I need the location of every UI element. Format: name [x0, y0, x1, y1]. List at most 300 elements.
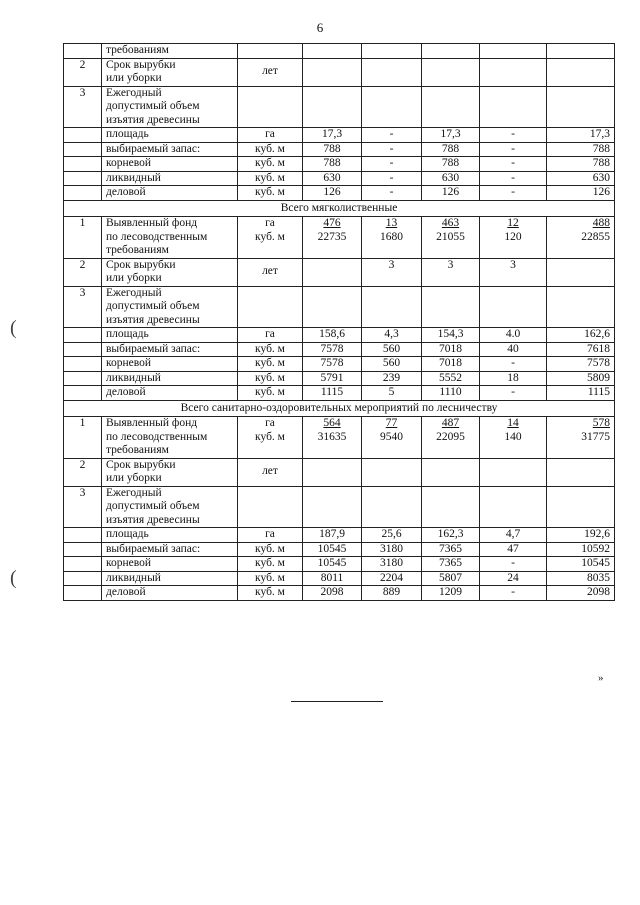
value-cell: [303, 586, 362, 601]
value-cell: [303, 58, 362, 86]
value-cell: [303, 186, 362, 201]
table-row: [64, 571, 615, 586]
value-cell: [547, 286, 615, 328]
value-cell: [547, 258, 615, 286]
cell-line: 8011: [320, 571, 344, 584]
cell-line: га: [265, 128, 275, 140]
cell-line: 4,3: [384, 328, 399, 340]
cell-line: -: [389, 128, 394, 140]
cell-line: площадь: [106, 128, 149, 140]
value-cell: [303, 157, 362, 172]
value-cell: [422, 528, 480, 543]
cell-line: 3180: [380, 542, 403, 555]
value-cell: [303, 86, 362, 128]
row-unit: [238, 186, 303, 201]
value-cell: [480, 371, 547, 386]
cell-line: 564: [323, 417, 341, 429]
row-unit: [238, 486, 303, 528]
value-cell: [362, 386, 422, 401]
row-label: [102, 342, 238, 357]
value-cell: [480, 557, 547, 572]
cell-line: -: [511, 557, 515, 569]
row-label: [102, 58, 238, 86]
cell-line: 7578: [320, 357, 344, 369]
value-cell: [362, 171, 422, 186]
cell-line: площадь: [106, 328, 149, 340]
cell-line: ликвидный: [106, 571, 161, 584]
table-row: [64, 542, 615, 557]
row-unit: [238, 586, 303, 601]
cell-line: 14: [507, 417, 519, 429]
cell-line: 31635: [317, 430, 347, 443]
cell-line: 2098: [320, 586, 344, 598]
row-unit: [238, 258, 303, 286]
cell-line: 17,3: [440, 128, 461, 140]
row-number: 2: [64, 258, 102, 286]
row-label: [102, 557, 238, 572]
table-row: [64, 486, 615, 528]
cell-line: 630: [441, 171, 460, 184]
row-unit: [238, 458, 303, 486]
value-cell: [362, 417, 422, 459]
value-cell: [480, 128, 547, 143]
value-cell: [303, 571, 362, 586]
value-cell: [303, 417, 362, 459]
cell-line: 126: [323, 186, 341, 198]
cell-line: 7018: [439, 342, 462, 355]
value-cell: [362, 357, 422, 372]
cell-line: 17,3: [321, 128, 343, 140]
cell-line: или уборки: [106, 72, 162, 84]
cell-line: 487: [441, 417, 460, 429]
row-number: [64, 44, 102, 59]
value-cell: [303, 458, 362, 486]
cell-line: -: [389, 186, 394, 198]
cell-line: 7578: [587, 357, 610, 369]
cell-line: 120: [504, 230, 522, 243]
cell-line: 1680: [380, 230, 403, 243]
row-label: [102, 86, 238, 128]
row-label: [102, 157, 238, 172]
value-cell: [547, 557, 615, 572]
value-cell: [422, 58, 480, 86]
row-label: [102, 528, 238, 543]
cell-line: 560: [382, 342, 401, 355]
cell-line: требованиям: [106, 444, 169, 456]
row-unit: [238, 571, 303, 586]
cell-line: 7365: [439, 542, 462, 555]
cell-line: 25,6: [381, 528, 402, 540]
cell-line: куб. м: [255, 171, 285, 184]
cell-line: 788: [323, 142, 341, 155]
table-row: [64, 128, 615, 143]
value-cell: [547, 528, 615, 543]
row-label: [102, 571, 238, 586]
cell-line: 10545: [317, 557, 347, 569]
cell-line: изъятия древесины: [106, 113, 200, 126]
value-cell: [362, 328, 422, 343]
row-unit: [238, 386, 303, 401]
cell-line: -: [511, 157, 515, 169]
cell-line: 788: [592, 142, 610, 155]
value-cell: [480, 142, 547, 157]
cell-line: -: [389, 171, 394, 184]
cell-line: га: [265, 417, 275, 429]
section-title: Всего мягколиственные: [64, 200, 615, 217]
cell-line: 192,6: [584, 528, 610, 540]
table-row: [64, 86, 615, 128]
cell-line: 2204: [380, 571, 403, 584]
row-label: [102, 357, 238, 372]
value-cell: [422, 217, 480, 259]
row-label: [102, 217, 238, 259]
value-cell: [362, 217, 422, 259]
row-unit: [238, 342, 303, 357]
value-cell: [480, 342, 547, 357]
row-label: [102, 186, 238, 201]
cell-line: Выявленный фонд: [106, 217, 198, 229]
value-cell: [362, 258, 422, 286]
value-cell: [362, 586, 422, 601]
value-cell: [303, 386, 362, 401]
cell-line: 47: [507, 542, 519, 555]
value-cell: [362, 557, 422, 572]
cell-line: 18: [507, 371, 519, 384]
empty-cell: [547, 44, 615, 59]
value-cell: [547, 142, 615, 157]
cell-line: 2098: [587, 586, 610, 598]
row-number: [64, 571, 102, 586]
row-label: [102, 542, 238, 557]
value-cell: [422, 458, 480, 486]
cell-line: Выявленный фонд: [106, 417, 198, 429]
empty-cell: [422, 44, 480, 59]
value-cell: [480, 386, 547, 401]
cell-line: Ежегодный: [106, 486, 162, 499]
cell-line: 3180: [380, 557, 403, 569]
value-cell: [422, 417, 480, 459]
value-cell: [422, 328, 480, 343]
value-cell: [480, 58, 547, 86]
cell-line: Ежегодный: [106, 286, 162, 299]
cell-line: -: [511, 386, 515, 398]
value-cell: [480, 528, 547, 543]
value-cell: [480, 458, 547, 486]
value-cell: [547, 542, 615, 557]
row-unit: [238, 371, 303, 386]
cell-line: 5807: [439, 571, 462, 584]
cell-line: допустимый объем: [106, 500, 200, 512]
value-cell: [480, 571, 547, 586]
cell-line: 788: [592, 157, 610, 169]
row-label: [102, 258, 238, 286]
value-cell: [362, 286, 422, 328]
cell-line: 8035: [587, 571, 610, 584]
cell-line: 788: [441, 142, 460, 155]
cell-line: 578: [592, 417, 610, 429]
cell-line: 488: [592, 217, 610, 229]
cell-line: куб. м: [255, 157, 285, 169]
row-number: 2: [64, 58, 102, 86]
value-cell: [362, 157, 422, 172]
empty-cell: [238, 44, 303, 59]
value-cell: [422, 386, 480, 401]
value-cell: [480, 357, 547, 372]
row-unit: [238, 58, 303, 86]
value-cell: [362, 142, 422, 157]
row-unit: [238, 128, 303, 143]
cell-line: 7578: [320, 342, 344, 355]
cell-line: деловой: [106, 386, 146, 398]
row-number: [64, 542, 102, 557]
cell-line: -: [511, 128, 515, 140]
cell-line: куб. м: [255, 430, 285, 443]
table-row: [64, 357, 615, 372]
value-cell: [422, 342, 480, 357]
cell-line: 5: [388, 386, 395, 398]
cell-line: Ежегодный: [106, 86, 162, 99]
row-number: [64, 386, 102, 401]
cell-line: 4,7: [505, 528, 521, 540]
cell-line: 3: [388, 258, 395, 271]
table-row: [64, 371, 615, 386]
value-cell: [422, 571, 480, 586]
cell-line: 889: [382, 586, 401, 598]
section-title: Всего санитарно-оздоровительных мероприятий по лесничеству: [64, 400, 615, 417]
table-row: [64, 258, 615, 286]
value-cell: [362, 186, 422, 201]
row-number: [64, 557, 102, 572]
cell-line: 1115: [320, 386, 344, 398]
cell-line: по лесоводственным: [106, 430, 208, 443]
cell-line: лет: [262, 65, 278, 78]
cell-line: 788: [441, 157, 460, 169]
value-cell: [362, 571, 422, 586]
value-cell: [422, 258, 480, 286]
cell-line: куб. м: [255, 357, 285, 369]
row-unit: [238, 528, 303, 543]
value-cell: [547, 342, 615, 357]
value-cell: [422, 586, 480, 601]
value-cell: [480, 86, 547, 128]
value-cell: [303, 486, 362, 528]
value-cell: [303, 258, 362, 286]
value-cell: [547, 186, 615, 201]
row-label: [102, 286, 238, 328]
row-label: [102, 458, 238, 486]
value-cell: [303, 217, 362, 259]
cell-line: 5552: [439, 371, 462, 384]
value-cell: [422, 371, 480, 386]
value-cell: [422, 86, 480, 128]
value-cell: [422, 186, 480, 201]
cell-line: 22855: [581, 230, 610, 243]
cell-line: 3: [510, 258, 516, 271]
cell-line: куб. м: [255, 542, 285, 555]
value-cell: [547, 58, 615, 86]
empty-cell: [362, 44, 422, 59]
value-cell: [362, 371, 422, 386]
table-row: [64, 328, 615, 343]
cell-line: -: [389, 142, 394, 155]
cell-line: 476: [323, 217, 341, 229]
cell-line: Срок вырубки: [106, 458, 176, 471]
cell-line: куб. м: [255, 371, 285, 384]
row-unit: [238, 86, 303, 128]
value-cell: [547, 458, 615, 486]
cell-line: 1110: [439, 386, 462, 398]
row-number: 2: [64, 458, 102, 486]
cell-line: 9540: [380, 430, 403, 443]
value-cell: [480, 258, 547, 286]
cell-line: корневой: [106, 557, 152, 569]
value-cell: [362, 486, 422, 528]
value-cell: [422, 142, 480, 157]
value-cell: [547, 157, 615, 172]
cell-line: допустимый объем: [106, 100, 200, 112]
cell-line: требованиям: [106, 244, 169, 256]
cell-line: 12: [507, 217, 519, 229]
row-number: 3: [64, 86, 102, 128]
value-cell: [303, 528, 362, 543]
cell-line: -: [511, 142, 515, 155]
cell-line: 187,9: [319, 528, 345, 540]
cell-line: корневой: [106, 157, 152, 169]
cell-line: 31775: [581, 430, 610, 443]
row-label: [102, 486, 238, 528]
table-row: [64, 386, 615, 401]
cell-line: деловой: [106, 586, 146, 598]
cell-line: 3: [447, 258, 454, 271]
table-row: [64, 44, 615, 59]
value-cell: [422, 557, 480, 572]
value-cell: [547, 128, 615, 143]
cell-line: деловой: [106, 186, 146, 198]
value-cell: [362, 528, 422, 543]
table-row: [64, 186, 615, 201]
row-number: [64, 528, 102, 543]
forest-fund-table: [63, 43, 615, 601]
cell-line: куб. м: [255, 386, 285, 398]
signature-line: [291, 701, 383, 702]
row-number: 1: [64, 217, 102, 259]
cell-line: 158,6: [319, 328, 345, 340]
value-cell: [303, 142, 362, 157]
row-number: [64, 357, 102, 372]
row-number: [64, 328, 102, 343]
cell-line: куб. м: [255, 230, 285, 243]
cell-line: -: [389, 157, 394, 169]
row-label: требованиям: [102, 44, 238, 59]
value-cell: [480, 157, 547, 172]
cell-line: куб. м: [255, 342, 285, 355]
value-cell: [362, 542, 422, 557]
cell-line: Срок вырубки: [106, 58, 176, 71]
table-row: [64, 217, 615, 259]
cell-line: ликвидный: [106, 171, 161, 184]
value-cell: [362, 58, 422, 86]
row-label: [102, 328, 238, 343]
cell-line: выбираемый запас:: [106, 142, 201, 155]
value-cell: [480, 417, 547, 459]
cell-line: 4.0: [505, 328, 521, 340]
cell-line: выбираемый запас:: [106, 542, 201, 555]
value-cell: [362, 342, 422, 357]
cell-line: 7365: [439, 557, 462, 569]
cell-line: 630: [323, 171, 341, 184]
cell-line: куб. м: [255, 186, 285, 198]
row-number: [64, 586, 102, 601]
cell-line: -: [511, 586, 515, 598]
table-row: [64, 58, 615, 86]
row-label: [102, 417, 238, 459]
row-label: [102, 386, 238, 401]
value-cell: [422, 486, 480, 528]
cell-line: га: [265, 328, 275, 340]
row-number: 3: [64, 286, 102, 328]
table-row: [64, 586, 615, 601]
value-cell: [547, 328, 615, 343]
value-cell: [422, 157, 480, 172]
cell-line: 154,3: [437, 328, 464, 340]
cell-line: га: [265, 217, 275, 229]
cell-line: лет: [262, 265, 278, 278]
cell-line: 126: [592, 186, 610, 198]
value-cell: [303, 371, 362, 386]
cell-line: куб. м: [255, 586, 285, 598]
table-row: [64, 142, 615, 157]
table-row: [64, 157, 615, 172]
cell-line: куб. м: [255, 142, 285, 155]
margin-mark: (: [10, 317, 17, 339]
table-row: [64, 528, 615, 543]
row-number: [64, 171, 102, 186]
row-label: [102, 142, 238, 157]
value-cell: [362, 128, 422, 143]
section-header: [64, 400, 615, 417]
row-unit: [238, 557, 303, 572]
value-cell: [547, 571, 615, 586]
empty-cell: [480, 44, 547, 59]
cell-line: 22735: [317, 230, 347, 243]
row-label: [102, 586, 238, 601]
value-cell: [480, 586, 547, 601]
cell-line: или уборки: [106, 272, 162, 284]
row-label: [102, 371, 238, 386]
value-cell: [303, 357, 362, 372]
empty-cell: [303, 44, 362, 59]
table-row: [64, 286, 615, 328]
row-number: 3: [64, 486, 102, 528]
value-cell: [480, 486, 547, 528]
cell-line: изъятия древесины: [106, 313, 200, 326]
margin-mark: (: [10, 567, 17, 589]
cell-line: 7618: [587, 342, 610, 355]
cell-line: 239: [382, 371, 401, 384]
value-cell: [480, 286, 547, 328]
value-cell: [303, 128, 362, 143]
cell-line: 162,3: [437, 528, 464, 540]
cell-line: га: [265, 528, 275, 540]
value-cell: [547, 86, 615, 128]
row-unit: [238, 357, 303, 372]
row-number: 1: [64, 417, 102, 459]
cell-line: 126: [441, 186, 460, 198]
value-cell: [547, 486, 615, 528]
value-cell: [422, 286, 480, 328]
cell-line: 24: [507, 571, 519, 584]
cell-line: 1115: [587, 386, 610, 398]
